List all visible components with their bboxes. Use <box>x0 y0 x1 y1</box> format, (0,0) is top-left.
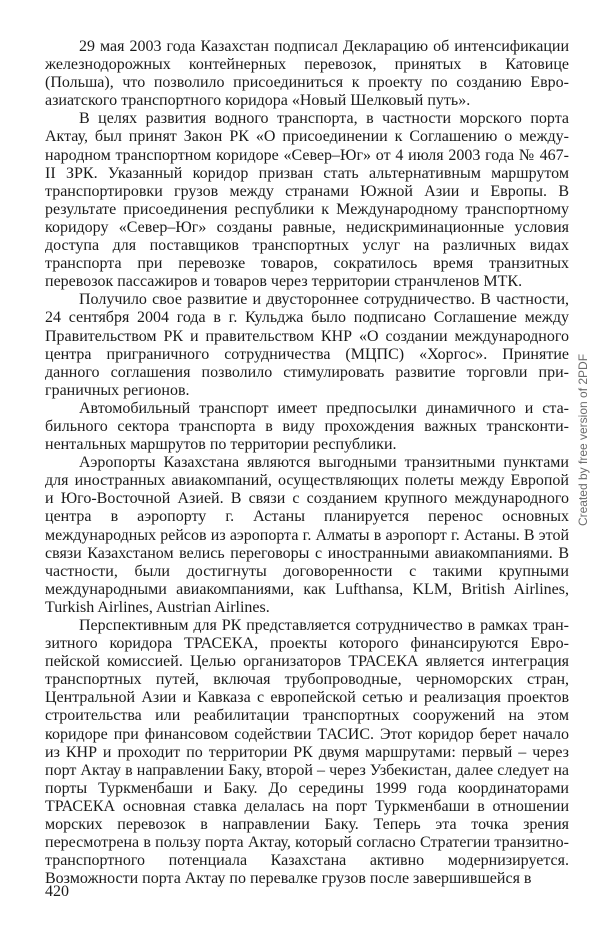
watermark-text: Created by free version of 2PDF <box>576 353 590 527</box>
paragraph-6: Перспективным для РК представляется сотрудничество в рамках транзитного коридора ТРАСЕКА, проекты которого финансируются Европейской комиссией. Целью организаторов ТРАСЕКА является интеграция транспортных путей, включая трубопроводные, черноморских стран, Центральной Азии и Кавказа с европейской сетью и реализация проектов строительства или реабилитации транспортных сооружений на этом коридоре при финансовом содействии ТАСИС. Этот коридор берет начало из КНР и проходит по территории РК двумя маршрутами: первый – через порт Актау в направлении Баку, второй – через Узбекистан, далее следует на порты Туркменбаши и Баку. До середины 1999 года координаторами ТРАСЕКА основная ставка делалась на порт Туркменбаши в отношении морских перевозок в направлении Баку. Теперь эта точка зрения пересмотрена в пользу порта Актау, который согласно Стратегии транзитно-транспортного потенциала Казахстана активно модернизируется. Возможности порта Актау по перевалке грузов после завершившейся в <box>45 617 569 888</box>
paragraph-4: Автомобильный транспорт имеет предпосылки динамичного и стабильного сектора транспорта в виду прохождения важных трансконтинентальных маршрутов по территории республики. <box>45 399 569 454</box>
paragraph-3: Получило свое развитие и двустороннее сотрудничество. В частности, 24 сентября 2004 года в г. Кульджа было подписано Соглашение между Правительством РК и правительством КНР «О создании международного центра приграничного сотрудничества (МЦПС) «Хоргос». Принятие данного соглашения позволило стимулировать развитие торговли приграничных регионов. <box>45 291 569 399</box>
body-text <box>45 38 569 888</box>
paragraph-1: 29 мая 2003 года Казахстан подписал Декларацию об интенсификации железнодорожных контейнерных перевозок, принятых в Катовице (Польша), что позволило присоединиться к проекту по созданию Евроазиатского транспортного коридора «Новый Шелковый путь». <box>45 38 569 110</box>
page-number: 420 <box>45 883 69 900</box>
paragraph-5: Аэропорты Казахстана являются выгодными транзитными пунктами для иностранных авиакомпаний, осуществляющих полеты между Европой и Юго-Восточной Азией. В связи с созданием крупного международного центра в аэропорту г. Астаны планируется перенос основных международных рейсов из аэропорта г. Алматы в аэропорт г. Астаны. В этой связи Казахстаном велись переговоры с иностранными авиакомпаниями. В частности, были достигнуты договоренности с такими крупными международными авиакомпаниями, как Lufthansa, KLM, British Airlines, Turkish Airlines, Austrian Airlines. <box>45 454 569 616</box>
paragraph-2: В целях развития водного транспорта, в частности морского порта Актау, был принят Закон РК «О присоединении к Соглашению о международном транспортном коридоре «Север–Юг» от 4 июля 2003 года № 467-II ЗРК. Указанный коридор призван стать альтернативным маршрутом транспортировки грузов между странами Южной Азии и Европы. В результате присоединения республики к Международному транспортному коридору «Север–Юг» созданы равные, недискриминационные условия доступа для поставщиков транспортных услуг на различных видах транспорта при перевозке товаров, сократилось время транзитных перевозок пассажиров и товаров через территории странчленов МТК. <box>45 110 569 291</box>
